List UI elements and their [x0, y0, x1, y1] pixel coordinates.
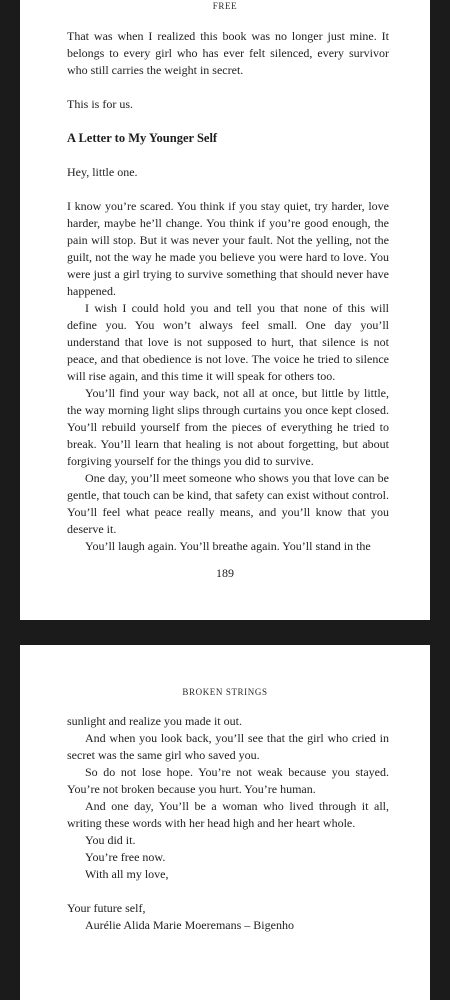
- dedication-line: This is for us.: [67, 97, 133, 111]
- letter-paragraph: I know you’re scared. You think if you stay quiet, try harder, love harder, maybe he’ll change. You think if you’re good enough, the pain will stop. But it was never your fault. Not the yelling, not the guilt, not the way he made you believe you were hard to love. You were just a girl trying to survive something that should never have happened.: [67, 199, 389, 298]
- page-number: 189: [216, 566, 234, 580]
- letter-paragraph: And one day, You’ll be a woman who lived through it all, writing these words with her head high and her heart whole.: [67, 799, 389, 830]
- letter-paragraph: I wish I could hold you and tell you that none of this will define you. You won’t always feel small. One day you’ll understand that love is not supposed to hurt, that silence is not peace, and that obedience is not love. The voice he tried to silence will rise again, and this time it will speak for others too.: [67, 301, 389, 383]
- continuation-line: sunlight and realize you made it out.: [67, 714, 242, 728]
- greeting: Hey, little one.: [67, 165, 138, 179]
- letter-paragraph: So do not lose hope. You’re not weak because you stayed. You’re not broken because you hurt. You’re human.: [67, 765, 389, 796]
- page-body: [67, 713, 389, 934]
- letter-paragraph: You’ll laugh again. You’ll breathe again. You’ll stand in the: [85, 539, 371, 553]
- page-body: [67, 28, 389, 555]
- letter-line: You’re free now.: [85, 850, 166, 864]
- chapter-heading: A Letter to My Younger Self: [67, 131, 218, 145]
- book-page-next: [20, 645, 430, 1000]
- letter-paragraph: And when you look back, you’ll see that the girl who cried in secret was the same girl who saved you.: [67, 731, 389, 762]
- running-head: BROKEN STRINGS: [182, 687, 268, 697]
- signoff: Your future self,: [67, 901, 146, 915]
- letter-line: You did it.: [85, 833, 136, 847]
- letter-paragraph: You’ll find your way back, not all at once, but little by little, the way morning light slips through curtains you once kept closed. You’ll rebuild yourself from the pieces of everything he tried to break. You’ll learn that healing is not about forgetting, but about forgiving yourself for the things you did to survive.: [67, 386, 389, 468]
- signature: Aurélie Alida Marie Moeremans – Bigenho: [85, 918, 294, 932]
- book-page-189: [20, 0, 430, 620]
- letter-paragraph: One day, you’ll meet someone who shows you that love can be gentle, that touch can be kind, that safety can exist without control. You’ll feel what peace really means, and you’ll know that you deserve it.: [67, 471, 389, 536]
- running-head: FREE: [212, 1, 238, 11]
- letter-line: With all my love,: [85, 867, 169, 881]
- intro-paragraph: That was when I realized this book was no longer just mine. It belongs to every girl who has ever felt silenced, every survivor who still carries the weight in secret.: [67, 29, 389, 77]
